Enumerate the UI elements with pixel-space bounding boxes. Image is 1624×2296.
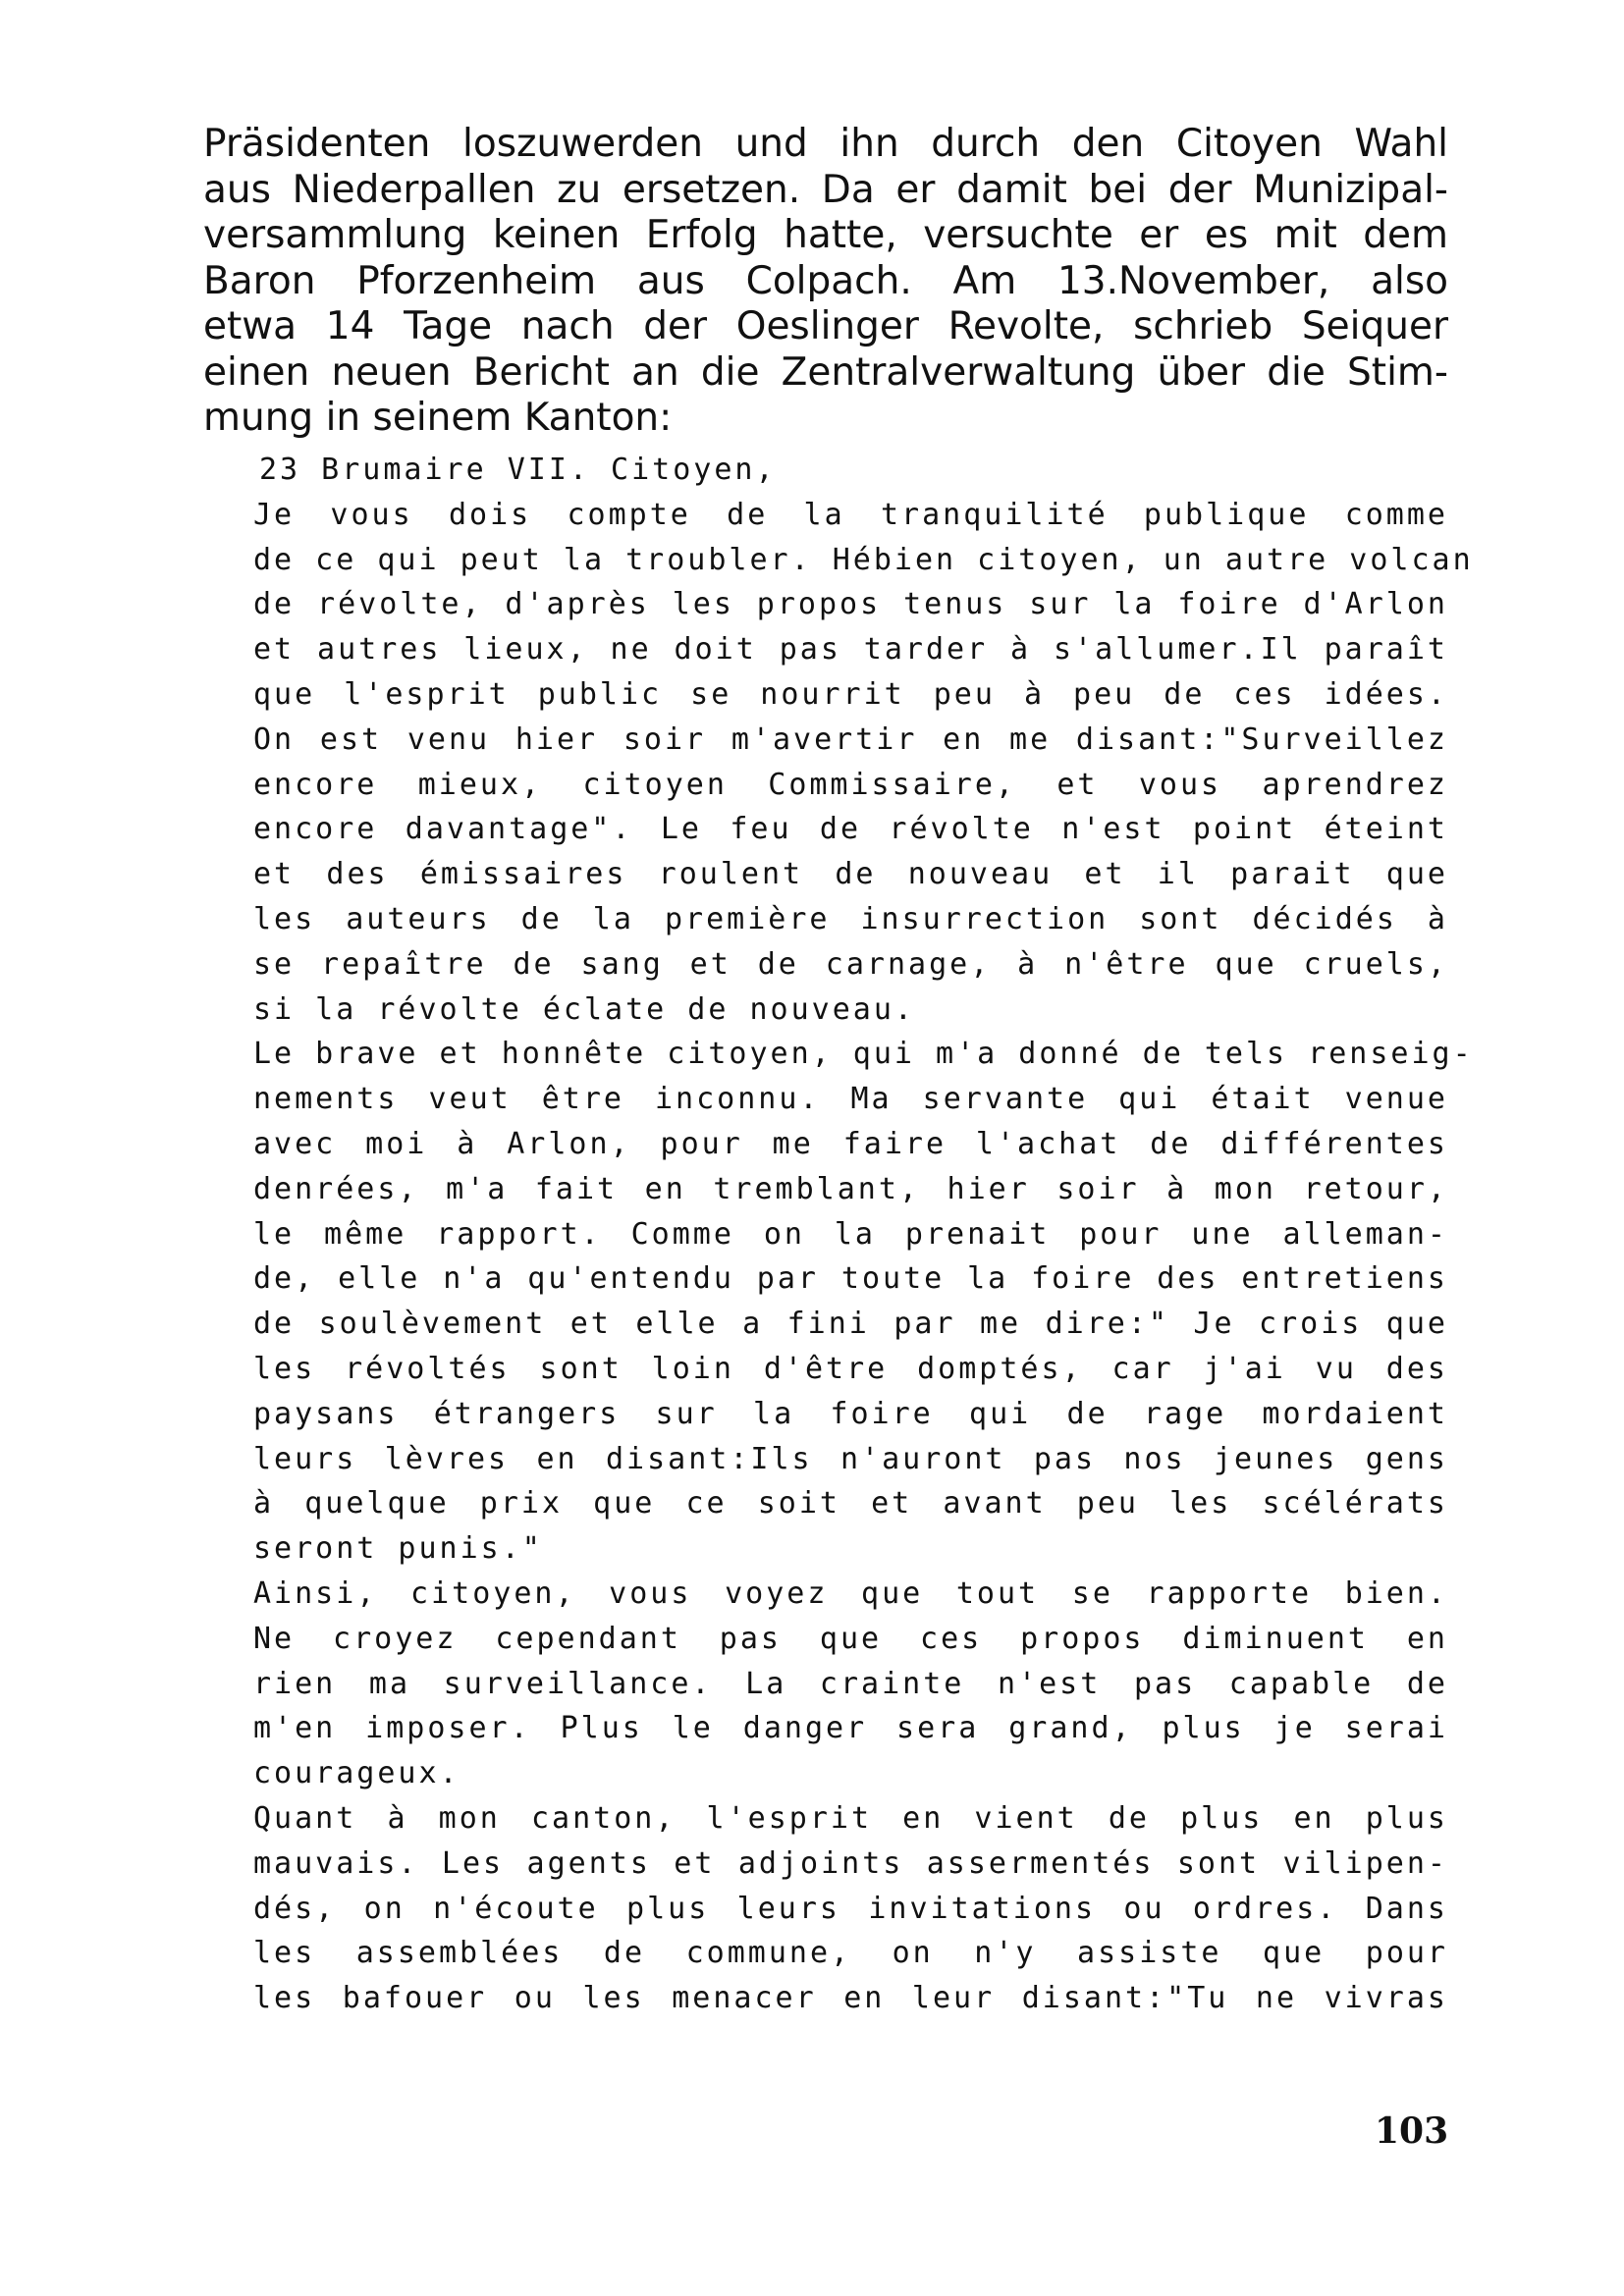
german-paragraph xyxy=(203,122,1448,442)
text-line: einen neuen Bericht an die Zentralverwaltung über die Stim- xyxy=(203,349,1448,395)
letter-line: Le brave et honnête citoyen, qui m'a donné de tels renseig- xyxy=(253,1037,1474,1072)
letter-line: se repaître de sang et de carnage, à n'être que cruels, xyxy=(253,946,1448,982)
text-line: versammlung keinen Erfolg hatte, versuchte er es mit dem xyxy=(203,213,1448,257)
letter-line: Je vous dois compte de la tranquilité publique comme xyxy=(253,497,1448,532)
letter-line: nements veut être inconnu. Ma servante qui était venue xyxy=(253,1082,1448,1117)
letter-line: mauvais. Les agents et adjoints assermentés sont vilipen- xyxy=(253,1845,1448,1881)
letter-line: que l'esprit public se nourrit peu à peu de ces idées. xyxy=(253,676,1448,712)
letter-line: de soulèvement et elle a fini par me dire:" Je crois que xyxy=(253,1307,1448,1342)
letter-line: Ne croyez cependant pas que ces propos diminuent en xyxy=(253,1621,1448,1656)
letter-line: m'en imposer. Plus le danger sera grand, plus je serai xyxy=(253,1711,1448,1746)
letter-line: seront punis." xyxy=(253,1531,543,1567)
letter-line: On est venu hier soir m'avertir en me disant:"Surveillez xyxy=(253,721,1448,757)
letter-line: encore davantage". Le feu de révolte n'est point éteint xyxy=(253,812,1448,847)
letter-line: denrées, m'a fait en tremblant, hier soir à mon retour, xyxy=(253,1171,1448,1206)
letter-line: de ce qui peut la troubler. Hébien citoyen, un autre volcan xyxy=(253,542,1474,577)
letter-line: les auteurs de la première insurrection sont décidés à xyxy=(253,901,1448,936)
text-line: aus Niederpallen zu ersetzen. Da er damit bei der Munizipal- xyxy=(203,167,1448,212)
letter-line: à quelque prix que ce soit et avant peu les scélérats xyxy=(253,1486,1448,1522)
letter-line: courageux. xyxy=(253,1756,460,1791)
letter-heading: 23 Brumaire VII. Citoyen, xyxy=(259,453,777,487)
page-number: 103 xyxy=(1375,2110,1449,2152)
letter-line: Quant à mon canton, l'esprit en vient de plus en plus xyxy=(253,1800,1448,1836)
letter-line: et des émissaires roulent de nouveau et il parait que xyxy=(253,857,1448,892)
letter-line: paysans étrangers sur la foire qui de rage mordaient xyxy=(253,1396,1448,1431)
letter-line: les assemblées de commune, on n'y assiste que pour xyxy=(253,1936,1448,1971)
text-line: mung in seinem Kanton: xyxy=(203,396,673,440)
letter-line: et autres lieux, ne doit pas tarder à s'allumer.Il paraît xyxy=(253,632,1448,667)
quoted-letter xyxy=(253,448,1474,2021)
letter-line: le même rapport. Comme on la prenait pour une alleman- xyxy=(253,1216,1448,1252)
text-line: Präsidenten loszuwerden und ihn durch den Citoyen Wahl xyxy=(203,122,1448,166)
letter-line: dés, on n'écoute plus leurs invitations ou ordres. Dans xyxy=(253,1891,1448,1926)
letter-line: leurs lèvres en disant:Ils n'auront pas nos jeunes gens xyxy=(253,1441,1448,1476)
text-line: Baron Pforzenheim aus Colpach. Am 13.November, also xyxy=(203,258,1448,303)
text-line: etwa 14 Tage nach der Oeslinger Revolte, schrieb Seiquer xyxy=(203,304,1448,348)
letter-line: rien ma surveillance. La crainte n'est pas capable de xyxy=(253,1666,1448,1701)
letter-line: les révoltés sont loin d'être domptés, car j'ai vu des xyxy=(253,1351,1448,1386)
letter-line: encore mieux, citoyen Commissaire, et vous aprendrez xyxy=(253,767,1448,802)
letter-line: les bafouer ou les menacer en leur disant:"Tu ne vivras xyxy=(253,1981,1448,2016)
letter-line: de révolte, d'après les propos tenus sur la foire d'Arlon xyxy=(253,587,1448,622)
letter-line: si la révolte éclate de nouveau. xyxy=(253,991,915,1027)
letter-line: de, elle n'a qu'entendu par toute la foire des entretiens xyxy=(253,1261,1448,1297)
letter-line: Ainsi, citoyen, vous voyez que tout se rapporte bien. xyxy=(253,1575,1448,1611)
letter-line: avec moi à Arlon, pour me faire l'achat de différentes xyxy=(253,1126,1448,1161)
